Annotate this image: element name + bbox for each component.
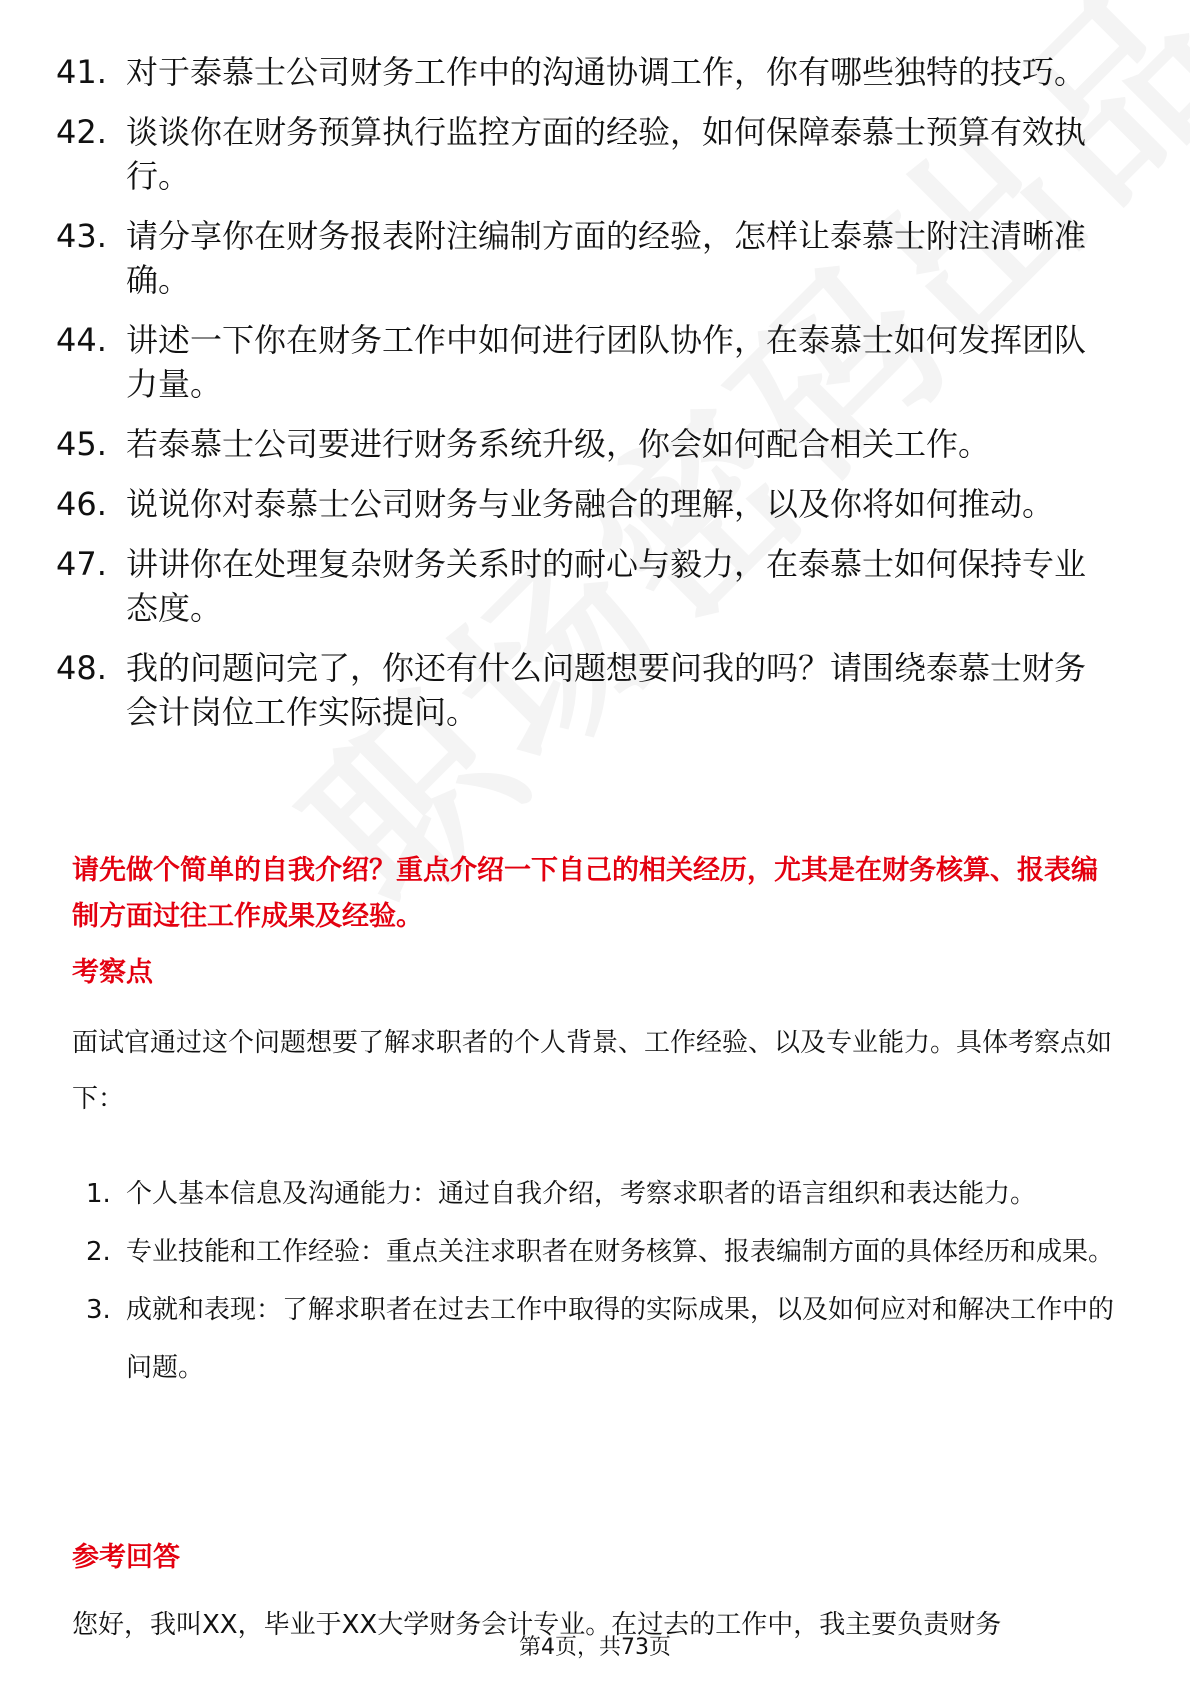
question-text: 谈谈你在财务预算执行监控方面的经验，如何保障泰慕士预算有效执行。: [126, 113, 1087, 195]
question-text: 请分享你在财务报表附注编制方面的经验，怎样让泰慕士附注清晰准确。: [126, 217, 1087, 299]
focus-point-list: [0, 1165, 1190, 1397]
question-number: 45.: [56, 425, 107, 463]
question-text: 对于泰慕士公司财务工作中的沟通协调工作，你有哪些独特的技巧。: [126, 53, 1087, 91]
question-item: [0, 318, 1116, 406]
focus-point-item: [0, 1165, 1116, 1223]
question-text: 讲述一下你在财务工作中如何进行团队协作，在泰慕士如何发挥团队力量。: [126, 321, 1087, 403]
section-answer-heading: 参考回答: [72, 1542, 180, 1573]
focus-point-number: 3.: [86, 1295, 111, 1325]
section-focus-heading: 考察点: [72, 957, 153, 988]
question-item: [0, 110, 1116, 198]
question-item: [0, 542, 1116, 630]
question-text: 我的问题问完了，你还有什么问题想要问我的吗？请围绕泰慕士财务会计岗位工作实际提问。: [126, 649, 1087, 731]
question-item: [0, 50, 1116, 94]
focus-point-item: [0, 1223, 1116, 1281]
answer-text: 您好，我叫XX，毕业于XX大学财务会计专业。在过去的工作中，我主要负责财务: [72, 1610, 1002, 1640]
focus-point-text: 成就和表现：了解求职者在过去工作中取得的实际成果，以及如何应对和解决工作中的问题。: [126, 1295, 1115, 1383]
question-number: 44.: [56, 321, 107, 359]
focus-point-number: 2.: [86, 1237, 111, 1267]
focus-intro: 面试官通过这个问题想要了解求职者的个人背景、工作经验、以及专业能力。具体考察点如下：: [72, 1028, 1113, 1114]
question-number: 43.: [56, 217, 107, 255]
highlight-question: 请先做个简单的自我介绍？重点介绍一下自己的相关经历，尤其是在财务核算、报表编制方面过往工作成果及经验。: [72, 855, 1098, 932]
focus-point-number: 1.: [86, 1179, 111, 1209]
question-number: 41.: [56, 53, 107, 91]
question-text: 若泰慕士公司要进行财务系统升级，你会如何配合相关工作。: [126, 425, 991, 463]
question-item: [0, 482, 1116, 526]
question-list: [0, 50, 1190, 750]
question-text: 讲讲你在处理复杂财务关系时的耐心与毅力，在泰慕士如何保持专业态度。: [126, 545, 1087, 627]
focus-point-text: 专业技能和工作经验：重点关注求职者在财务核算、报表编制方面的具体经历和成果。: [126, 1237, 1115, 1267]
question-item: [0, 646, 1116, 734]
focus-point-item: [0, 1281, 1116, 1397]
focus-point-text: 个人基本信息及沟通能力：通过自我介绍，考察求职者的语言组织和表达能力。: [126, 1179, 1037, 1209]
question-item: [0, 214, 1116, 302]
question-text: 说说你对泰慕士公司财务与业务融合的理解，以及你将如何推动。: [126, 485, 1055, 523]
question-number: 47.: [56, 545, 107, 583]
question-number: 46.: [56, 485, 107, 523]
question-item: [0, 422, 1116, 466]
question-number: 48.: [56, 649, 107, 687]
question-number: 42.: [56, 113, 107, 151]
page-footer: 第4页，共73页: [519, 1635, 671, 1660]
